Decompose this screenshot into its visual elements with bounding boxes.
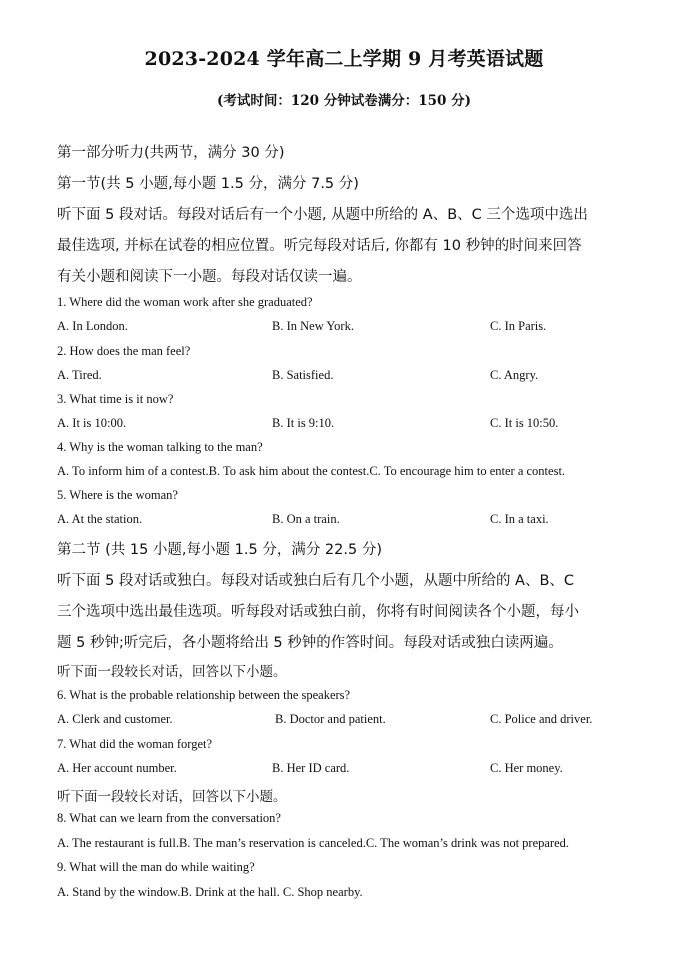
q5-option-a: A. At the station. (57, 512, 143, 526)
dialog-intro: 听下面一段较长对话，回答以下小题。 (57, 789, 287, 805)
part1-heading: 第一部分听力(共两节，满分 30 分) (57, 145, 285, 161)
question-9: 9. What will the man do while waiting? (57, 860, 255, 874)
section1-instruction-line: 最佳选项, 并标在试卷的相应位置。听完每段对话后, 你都有 10 秒钟的时间来回答 (57, 238, 582, 254)
q7-option-a: A. Her account number. (57, 761, 177, 775)
section2-instruction-line: 听下面 5 段对话或独白。每段对话或独白后有几个小题，从题中所给的 A、B、C (57, 573, 575, 589)
q6-option-b: B. Doctor and patient. (275, 712, 386, 726)
question-2: 2. How does the man feel? (57, 344, 191, 358)
q3-option-c: C. It is 10:50. (490, 416, 559, 430)
q2-option-a: A. Tired. (57, 368, 102, 382)
dialog-intro: 听下面一段较长对话，回答以下小题。 (57, 664, 287, 680)
q3-option-a: A. It is 10:00. (57, 416, 127, 430)
question-8: 8. What can we learn from the conversation? (57, 811, 281, 825)
q1-option-c: C. In Paris. (490, 319, 547, 333)
exam-subtitle: (考试时间：120 分钟试卷满分：150 分) (216, 93, 472, 109)
q8-options: A. The restaurant is full.B. The man’s reservation is canceled.C. The woman’s drink was not prepared. (57, 836, 570, 850)
section1-instruction-line: 听下面 5 段对话。每段对话后有一个小题, 从题中所给的 A、B、C 三个选项中选出 (57, 207, 588, 223)
q9-options: A. Stand by the window.B. Drink at the hall. C. Shop nearby. (57, 885, 363, 899)
section1-heading: 第一节(共 5 小题,每小题 1.5 分，满分 7.5 分) (57, 176, 359, 192)
q5-option-b: B. On a train. (272, 512, 340, 526)
q7-option-c: C. Her money. (490, 761, 563, 775)
q2-option-b: B. Satisfied. (272, 368, 334, 382)
section2-heading: 第二节 (共 15 小题,每小题 1.5 分，满分 22.5 分) (57, 542, 382, 558)
section2-instruction-line: 题 5 秒钟;听完后，各小题将给出 5 秒钟的作答时间。每段对话或独白读两遍。 (57, 635, 563, 651)
section2-instruction-line: 三个选项中选出最佳选项。听每段对话或独白前，你将有时间阅读各个小题，每小 (57, 604, 579, 620)
q7-option-b: B. Her ID card. (272, 761, 350, 775)
q6-option-a: A. Clerk and customer. (57, 712, 173, 726)
q3-option-b: B. It is 9:10. (272, 416, 335, 430)
question-3: 3. What time is it now? (57, 392, 174, 406)
q1-option-a: A. In London. (57, 319, 128, 333)
q4-options: A. To inform him of a contest.B. To ask him about the contest.C. To encourage him to enter a contest. (57, 464, 566, 478)
q1-option-b: B. In New York. (272, 319, 354, 333)
question-4: 4. Why is the woman talking to the man? (57, 440, 263, 454)
exam-title: 2023-2024 学年高二上学期 9 月考英语试题 (144, 48, 544, 70)
question-1: 1. Where did the woman work after she graduated? (57, 295, 313, 309)
q2-option-c: C. Angry. (490, 368, 539, 382)
question-5: 5. Where is the woman? (57, 488, 178, 502)
section1-instruction-line: 有关小题和阅读下一小题。每段对话仅读一遍。 (57, 269, 362, 285)
q6-option-c: C. Police and driver. (490, 712, 593, 726)
question-6: 6. What is the probable relationship between the speakers? (57, 688, 351, 702)
question-7: 7. What did the woman forget? (57, 737, 213, 751)
q5-option-c: C. In a taxi. (490, 512, 549, 526)
